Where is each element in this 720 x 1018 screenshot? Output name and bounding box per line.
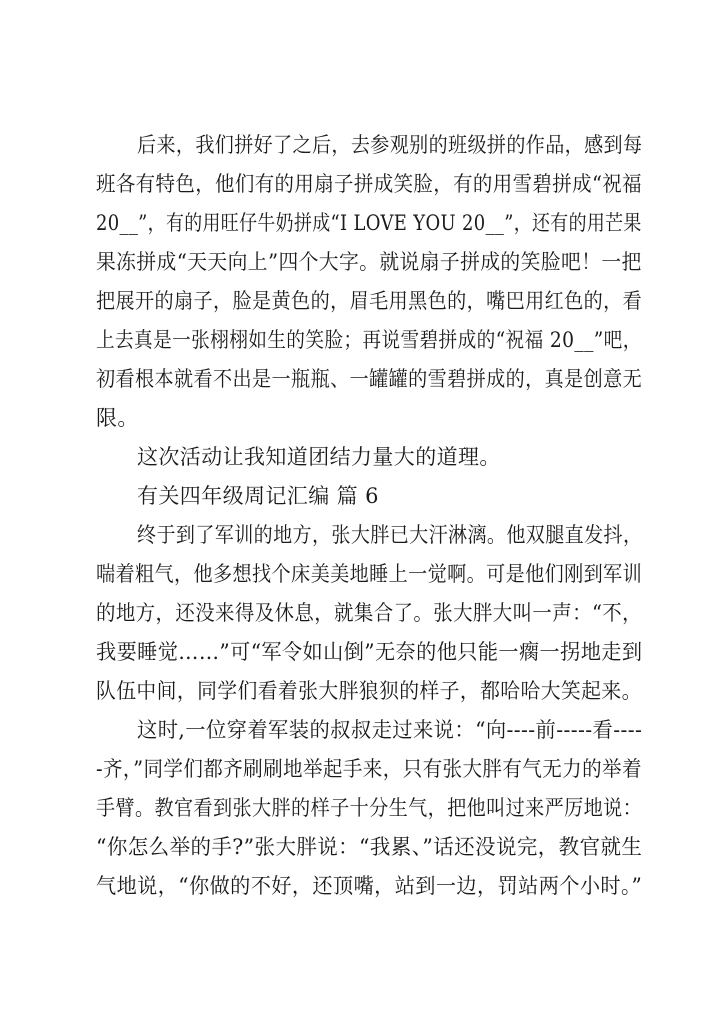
paragraph-4-line-5: 气地说，“你做的不好，还顶嘴，站到一边，罚站两个小时。” xyxy=(96,874,643,898)
paragraph-2-line-1: 这次活动让我知道团结力量大的道理。 xyxy=(137,445,501,469)
paragraph-4-line-4: “你怎么举的手?”张大胖说：“我累、”话还没说完，教官就生 xyxy=(96,835,643,859)
paragraph-1-line-5: 把展开的扇子，脸是黄色的，眉毛用黑色的，嘴巴用红色的，看 xyxy=(96,289,643,313)
paragraph-3-line-5: 队伍中间，同学们看着张大胖狼狈的样子，都哈哈大笑起来。 xyxy=(96,679,642,703)
paragraph-4-line-3: 手臂。教官看到张大胖的样子十分生气，把他叫过来严厉地说： xyxy=(96,796,643,820)
paragraph-1-line-3: 20__”，有的用旺仔牛奶拼成“I LOVE YOU 20__”，还有的用芒果 xyxy=(96,211,642,235)
paragraph-3-line-3: 的地方，还没来得及休息，就集合了。张大胖大叫一声：“不， xyxy=(96,601,642,625)
paragraph-1-line-8: 限。 xyxy=(96,406,139,430)
paragraph-1-line-7: 初看根本就看不出是一瓶瓶、一罐罐的雪碧拼成的，真是创意无 xyxy=(96,367,643,391)
paragraph-4-line-1: 这时,一位穿着军装的叔叔走过来说：“向----前-----看---- xyxy=(137,718,643,742)
paragraph-4-line-2: -齐，”同学们都齐刷刷地举起手来，只有张大胖有气无力的举着 xyxy=(96,757,642,781)
paragraph-1-line-2: 班各有特色，他们有的用扇子拼成笑脸，有的用雪碧拼成“祝福 xyxy=(96,172,642,196)
paragraph-1-line-6: 上去真是一张栩栩如生的笑脸；再说雪碧拼成的“祝福 20__”吧， xyxy=(96,328,642,352)
paragraph-3-line-4: 我要睡觉……”可“军令如山倒”无奈的他只能一瘸一拐地走到 xyxy=(96,640,643,664)
paragraph-1-line-1: 后来，我们拼好了之后，去参观别的班级拼的作品，感到每 xyxy=(137,133,643,157)
section-heading: 有关四年级周记汇编 篇 6 xyxy=(137,484,379,508)
paragraph-1-line-4: 果冻拼成“天天向上”四个大字。就说扇子拼成的笑脸吧！一把 xyxy=(96,250,642,274)
paragraph-3-line-2: 喘着粗气，他多想找个床美美地睡上一觉啊。可是他们刚到军训 xyxy=(96,562,643,586)
paragraph-3-line-1: 终于到了军训的地方，张大胖已大汗淋漓。他双腿直发抖， xyxy=(137,523,643,547)
